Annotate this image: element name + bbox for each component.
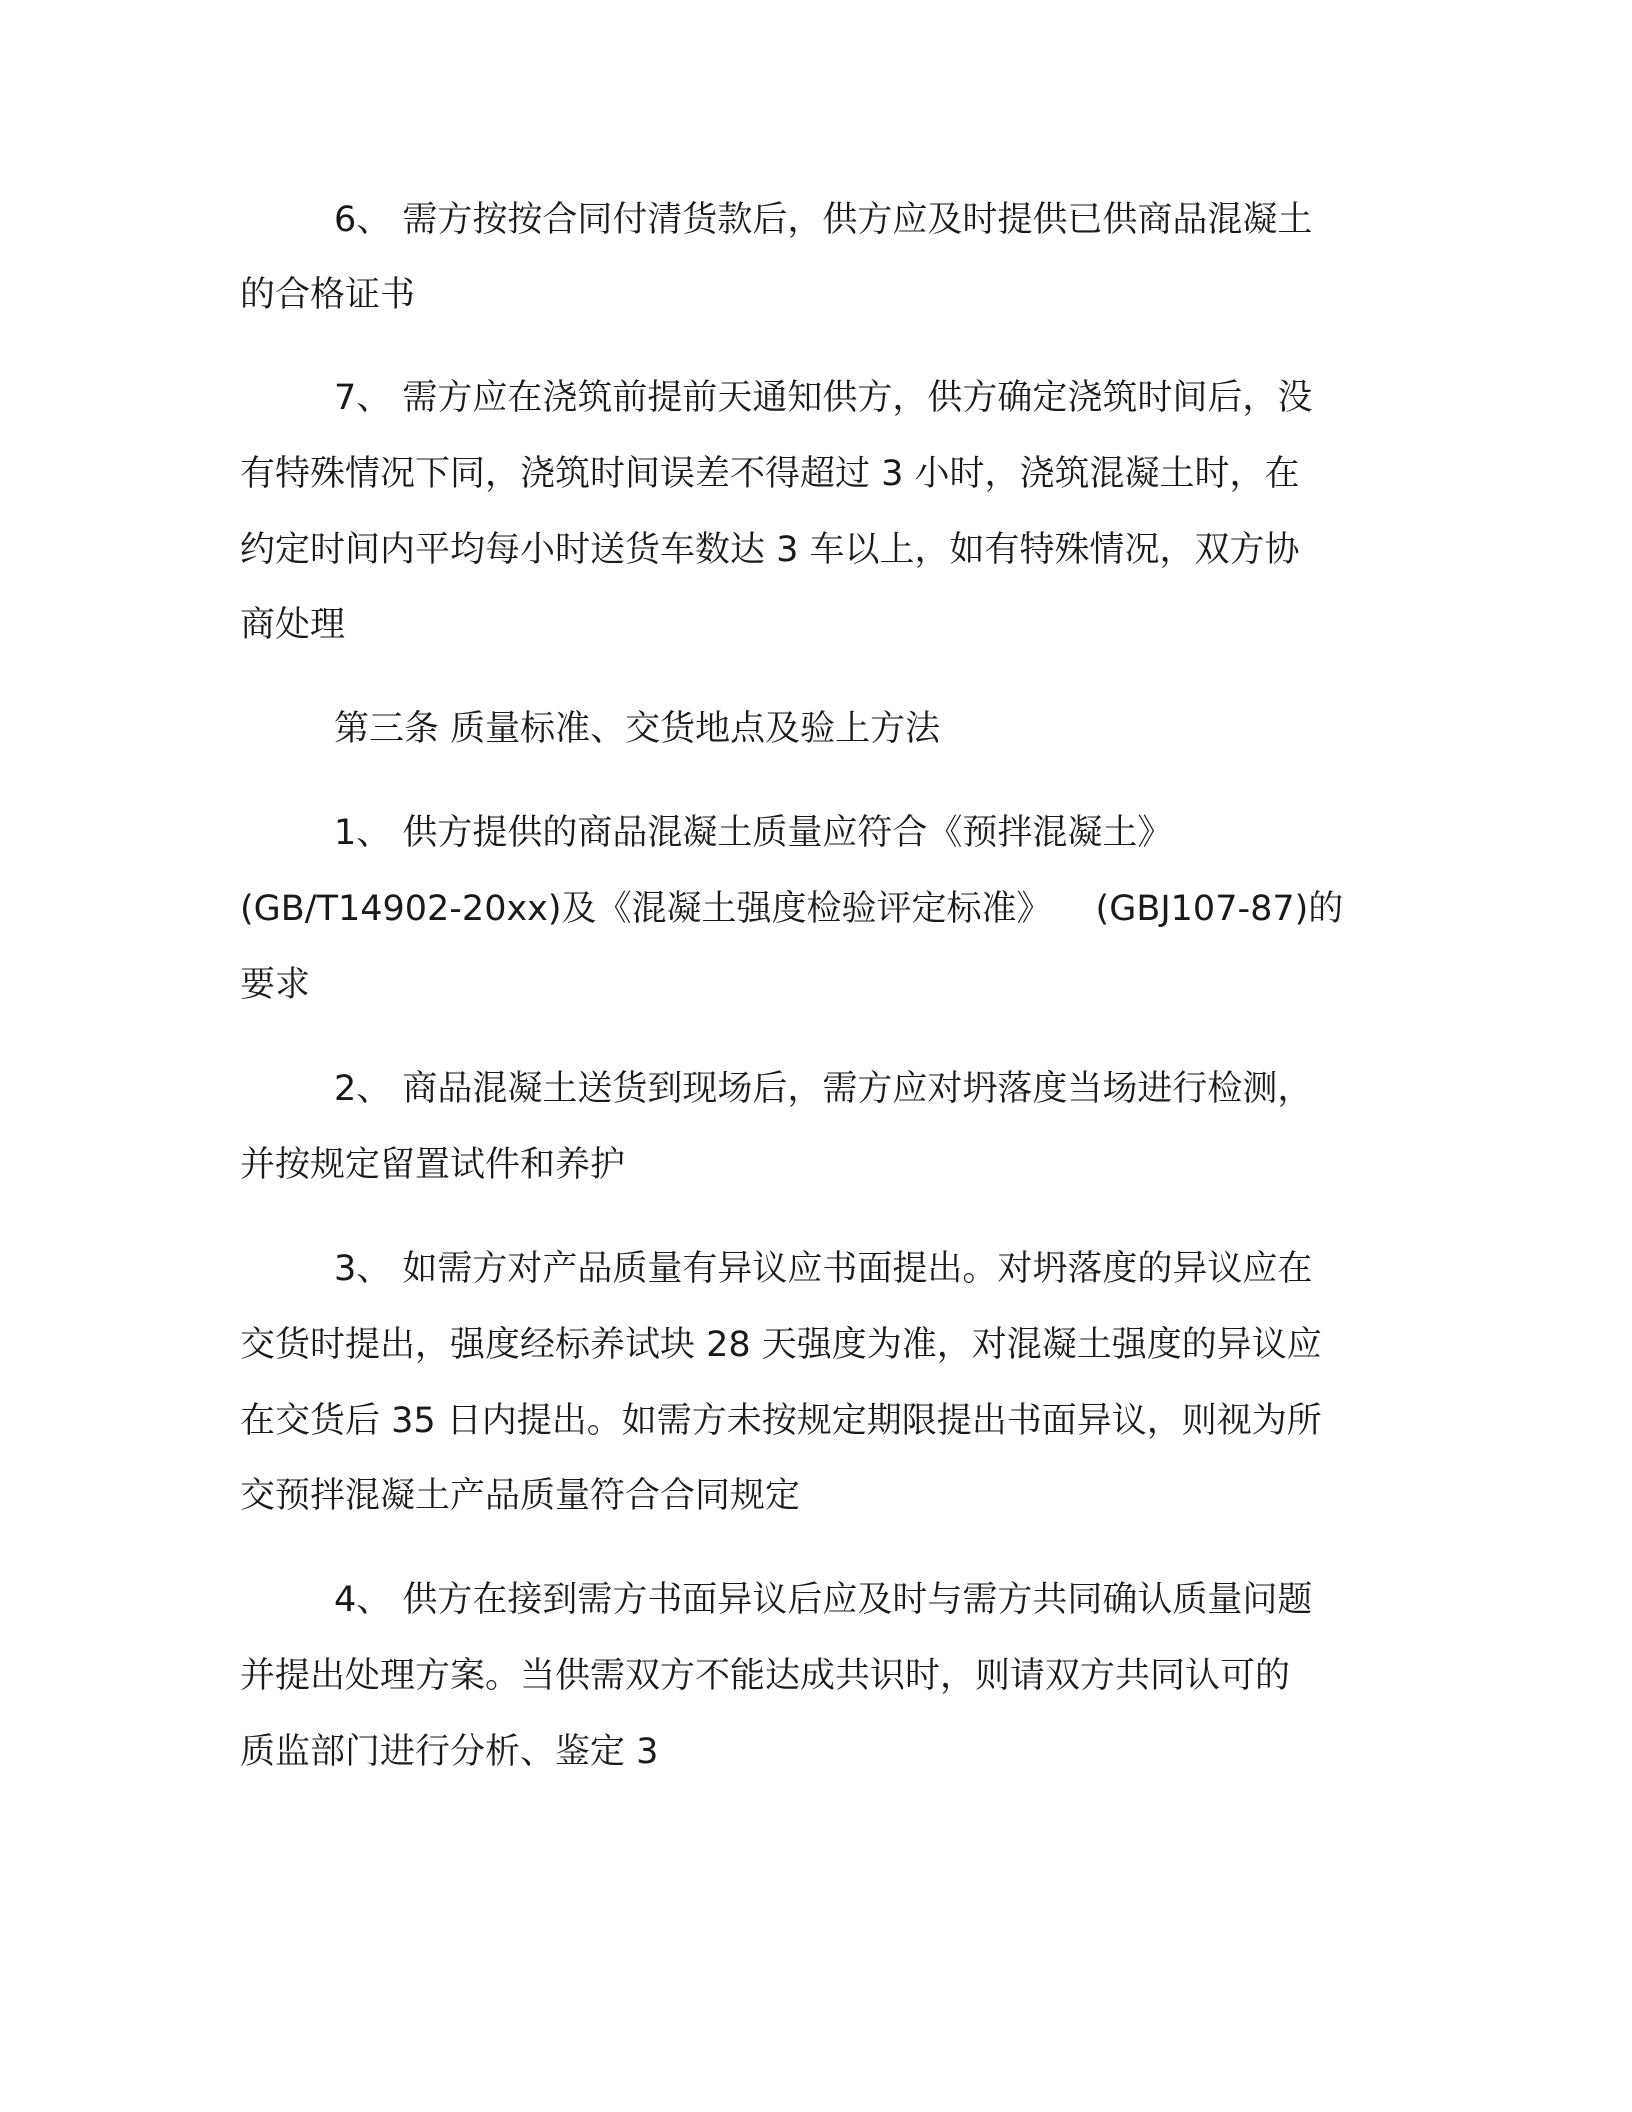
- clause-1-line-2: [240, 885, 1343, 933]
- clause-4-line-1: 4、 供方在接到需方书面异议后应及时与需方共同确认质量问题: [334, 1580, 1313, 1620]
- clause-3-line-2: 交货时提出，强度经标养试块 28 天强度为准，对混凝土强度的异议应: [240, 1325, 1322, 1365]
- standard-reference-1: (GB/T14902-20xx)及《混凝土强度检验评定标准》: [240, 889, 1052, 929]
- item-6-line-2: 的合格证书: [240, 275, 416, 315]
- clause-3-line-1: 3、 如需方对产品质量有异议应书面提出。对坍落度的异议应在: [334, 1249, 1313, 1289]
- item-7-line-1: 7、 需方应在浇筑前提前天通知供方，供方确定浇筑时间后，没: [334, 378, 1313, 418]
- clause-4-line-2: 并提出处理方案。当供需双方不能达成共识时，则请双方共同认可的: [240, 1656, 1291, 1696]
- clause-2-line-2: 并按规定留置试件和养护: [240, 1145, 626, 1185]
- item-6-line-1: 6、 需方按按合同付清货款后，供方应及时提供已供商品混凝土: [334, 200, 1313, 240]
- standard-reference-2: (GBJ107-87)的: [1095, 889, 1344, 929]
- clause-3-line-3: 在交货后 35 日内提出。如需方未按规定期限提出书面异议，则视为所: [240, 1401, 1322, 1441]
- clause-4-line-3: 质监部门进行分析、鉴定 3: [240, 1732, 659, 1772]
- item-7-line-4: 商处理: [240, 605, 346, 645]
- item-7-line-2: 有特殊情况下同，浇筑时间误差不得超过 3 小时，浇筑混凝土时，在: [240, 454, 1300, 494]
- article-3-heading: 第三条 质量标准、交货地点及验上方法: [334, 709, 941, 749]
- clause-1-line-3: 要求: [240, 965, 311, 1005]
- clause-3-line-4: 交预拌混凝土产品质量符合合同规定: [240, 1476, 801, 1516]
- clause-2-line-1: 2、 商品混凝土送货到现场后，需方应对坍落度当场进行检测，: [334, 1069, 1313, 1109]
- item-7-line-3: 约定时间内平均每小时送货车数达 3 车以上，如有特殊情况，双方协: [240, 530, 1300, 570]
- clause-1-line-1: 1、 供方提供的商品混凝土质量应符合《预拌混凝土》: [334, 813, 1173, 853]
